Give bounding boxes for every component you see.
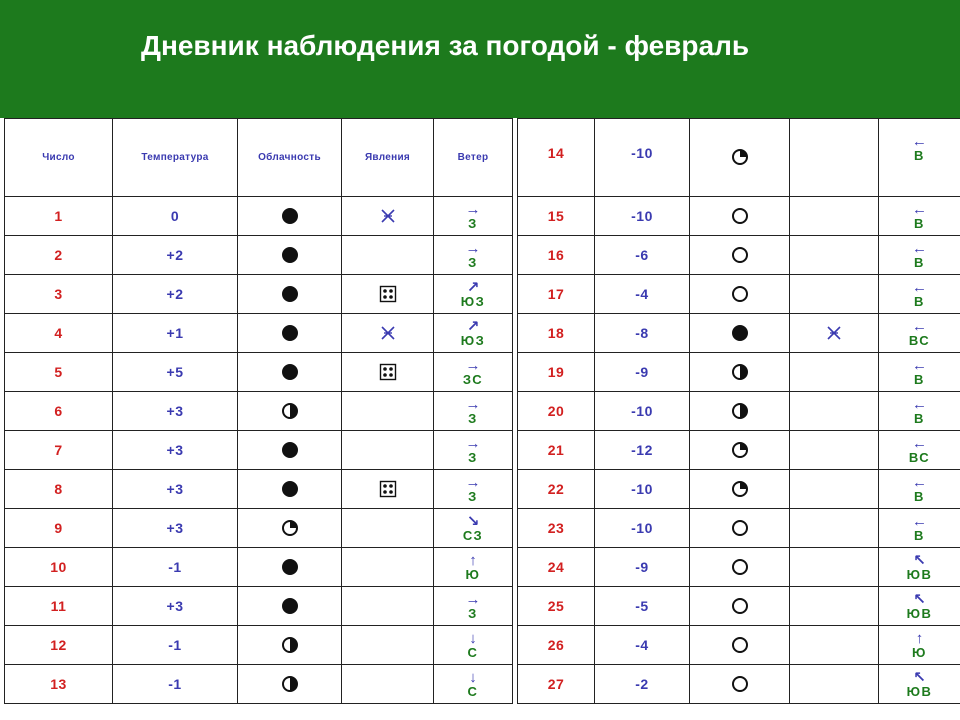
day-cell: 11 — [5, 587, 113, 626]
phenomena-cell — [342, 665, 434, 704]
cloud-full-icon — [282, 598, 298, 614]
table-row — [518, 275, 960, 314]
rain-icon — [379, 285, 397, 303]
cloud-half-icon — [282, 403, 298, 419]
temperature-cell: -2 — [595, 665, 690, 704]
cloud-full-icon — [282, 481, 298, 497]
day-cell: 14 — [547, 145, 565, 161]
wind-cell — [434, 587, 513, 626]
cloudiness-cell — [690, 587, 790, 626]
day-cell: 21 — [518, 431, 595, 470]
table-row — [518, 392, 960, 431]
cloudiness-cell — [238, 470, 342, 509]
phenomena-cell — [342, 431, 434, 470]
table-row — [5, 431, 513, 470]
wind-direction-label: ЮЗ — [460, 333, 486, 348]
day-cell: 19 — [518, 353, 595, 392]
day-cell: 15 — [518, 197, 595, 236]
temperature-cell: -8 — [595, 314, 690, 353]
phenomena-cell — [790, 431, 879, 470]
wind-arrow-up-left-icon: ↖ — [913, 669, 926, 686]
header-wind-right — [879, 119, 960, 197]
diary-table-right — [517, 118, 960, 704]
phenomena-cell — [342, 470, 434, 509]
phenomena-cell — [790, 197, 879, 236]
wind-arrow-down-right-icon: ↘ — [466, 513, 480, 530]
table-row — [5, 392, 513, 431]
wind-cell — [879, 197, 960, 236]
cloudiness-cell — [690, 275, 790, 314]
temperature-cell: +3 — [113, 509, 238, 548]
cloud-empty-icon — [732, 637, 748, 653]
wind-direction-label: Ю — [912, 645, 927, 660]
temperature-cell: -10 — [595, 509, 690, 548]
snow-icon — [379, 324, 397, 342]
diary-table-left — [4, 118, 513, 704]
day-cell: 24 — [518, 548, 595, 587]
day-cell: 18 — [518, 314, 595, 353]
wind-direction-label: СЗ — [462, 528, 484, 543]
table-row — [5, 665, 513, 704]
temperature-cell: +2 — [113, 236, 238, 275]
header-temperature: Температура — [113, 119, 238, 197]
temperature-cell: +5 — [113, 353, 238, 392]
day-cell: 16 — [518, 236, 595, 275]
wind-arrow-left-icon: ← — [912, 513, 927, 530]
temperature-cell: +3 — [113, 587, 238, 626]
phenomena-cell — [790, 548, 879, 587]
cloudiness-cell — [690, 314, 790, 353]
wind-cell — [879, 509, 960, 548]
header-row-right — [518, 119, 960, 197]
wind-cell — [879, 353, 960, 392]
snow-icon — [825, 324, 843, 342]
wind-arrow-right-icon: → — [465, 591, 481, 608]
day-cell: 22 — [518, 470, 595, 509]
table-row — [518, 587, 960, 626]
table-row — [5, 314, 513, 353]
table-row — [518, 353, 960, 392]
temperature-cell: -10 — [595, 197, 690, 236]
cloudiness-cell — [690, 392, 790, 431]
cloudiness-cell — [238, 275, 342, 314]
cloud-half-icon — [732, 403, 748, 419]
cloud-quarter-icon — [732, 149, 748, 165]
temperature-cell: -12 — [595, 431, 690, 470]
cloud-quarter-icon — [282, 520, 298, 536]
cloudiness-cell — [690, 509, 790, 548]
phenomena-cell — [790, 509, 879, 548]
header-day-right — [518, 119, 595, 197]
cloudiness-cell — [690, 236, 790, 275]
wind-cell — [434, 392, 513, 431]
table-row — [518, 431, 960, 470]
wind-arrow-right-icon: → — [465, 474, 481, 491]
cloud-half-icon — [282, 637, 298, 653]
table-row — [5, 470, 513, 509]
wind-arrow-left-icon: ← — [912, 474, 927, 491]
wind-arrow-left-icon: ← — [912, 279, 927, 296]
wind-direction-label: ВС — [908, 333, 931, 348]
wind-direction-label: В — [914, 489, 925, 504]
header-phenomena-right — [790, 119, 879, 197]
phenomena-cell — [342, 314, 434, 353]
phenomena-cell — [342, 626, 434, 665]
rain-icon — [379, 363, 397, 381]
wind-cell — [879, 236, 960, 275]
header-phenomena: Явления — [342, 119, 434, 197]
temperature-cell: -9 — [595, 548, 690, 587]
cloudiness-cell — [238, 665, 342, 704]
cloud-full-icon — [732, 325, 748, 341]
day-cell: 23 — [518, 509, 595, 548]
day-cell: 7 — [5, 431, 113, 470]
wind-direction-label: С — [467, 645, 479, 660]
cloudiness-cell — [238, 431, 342, 470]
wind-direction-label: З — [468, 255, 478, 270]
cloud-empty-icon — [732, 676, 748, 692]
wind-cell — [434, 548, 513, 587]
day-cell: 9 — [5, 509, 113, 548]
wind-direction-label: ВС — [908, 450, 931, 465]
day-cell: 12 — [5, 626, 113, 665]
phenomena-cell — [342, 587, 434, 626]
phenomena-cell — [790, 275, 879, 314]
cloud-full-icon — [282, 247, 298, 263]
wind-cell — [879, 665, 960, 704]
temperature-cell: -1 — [113, 626, 238, 665]
wind-cell — [434, 197, 513, 236]
snow-icon — [379, 207, 397, 225]
table-row — [5, 587, 513, 626]
temperature-cell: +3 — [113, 431, 238, 470]
day-cell: 20 — [518, 392, 595, 431]
header-cloudiness: Облачность — [238, 119, 342, 197]
table-row — [518, 197, 960, 236]
cloud-empty-icon — [732, 247, 748, 263]
cloudiness-cell — [238, 314, 342, 353]
table-row — [5, 275, 513, 314]
day-cell: 26 — [518, 626, 595, 665]
temperature-cell: 0 — [113, 197, 238, 236]
wind-cell — [879, 626, 960, 665]
cloudiness-cell — [238, 626, 342, 665]
table-row — [5, 509, 513, 548]
wind-direction-label: З — [468, 606, 478, 621]
cloud-full-icon — [282, 364, 298, 380]
wind-direction-label: В — [914, 216, 925, 231]
wind-direction-label: З — [468, 216, 478, 231]
header-day: Число — [5, 119, 113, 197]
wind-direction-label: ЮВ — [906, 684, 933, 699]
wind-direction-label: ЮВ — [906, 606, 933, 621]
phenomena-cell — [342, 197, 434, 236]
day-cell: 17 — [518, 275, 595, 314]
wind-arrow-up-left-icon: ↖ — [913, 552, 926, 569]
table-row — [5, 626, 513, 665]
wind-cell — [434, 236, 513, 275]
temperature-cell: -10 — [595, 392, 690, 431]
wind-cell — [434, 470, 513, 509]
cloud-quarter-icon — [732, 481, 748, 497]
table-row — [5, 548, 513, 587]
phenomena-cell — [790, 665, 879, 704]
wind-direction-label: В — [914, 411, 925, 426]
wind-cell — [879, 548, 960, 587]
day-cell: 8 — [5, 470, 113, 509]
wind-arrow-right-icon: → — [465, 201, 481, 218]
phenomena-cell — [342, 509, 434, 548]
phenomena-cell — [790, 626, 879, 665]
wind-arrow-up-right-icon: ↗ — [466, 318, 480, 335]
cloud-empty-icon — [732, 598, 748, 614]
table-row — [518, 626, 960, 665]
header-cloudiness-right — [690, 119, 790, 197]
cloud-full-icon — [282, 208, 298, 224]
weather-diary — [4, 118, 960, 720]
title-banner — [0, 0, 960, 118]
wind-arrow-left-icon: ← — [912, 240, 927, 257]
wind-direction-label: З — [468, 489, 478, 504]
wind-direction-label: С — [467, 684, 479, 699]
cloudiness-cell — [238, 587, 342, 626]
wind-cell — [434, 431, 513, 470]
header-temperature-right — [595, 119, 690, 197]
cloud-full-icon — [282, 559, 298, 575]
cloud-half-icon — [732, 364, 748, 380]
temperature-cell: +3 — [113, 392, 238, 431]
cloud-quarter-icon — [732, 442, 748, 458]
wind-cell — [434, 509, 513, 548]
temperature-cell: +3 — [113, 470, 238, 509]
wind-direction-label: В — [914, 255, 925, 270]
wind-direction-label: В — [914, 528, 925, 543]
wind-cell — [879, 275, 960, 314]
temperature-cell: -10 — [631, 145, 653, 161]
wind-direction-label: ЮВ — [906, 567, 933, 582]
cloud-empty-icon — [732, 559, 748, 575]
wind-cell — [879, 470, 960, 509]
wind-arrow-left-icon: ← — [912, 357, 927, 374]
cloud-full-icon — [282, 286, 298, 302]
cloudiness-cell — [238, 548, 342, 587]
temperature-cell: +2 — [113, 275, 238, 314]
wind-cell — [879, 587, 960, 626]
cloud-empty-icon — [732, 286, 748, 302]
cloud-half-icon — [282, 676, 298, 692]
wind-cell — [434, 314, 513, 353]
cloudiness-cell — [690, 665, 790, 704]
wind-cell — [434, 626, 513, 665]
wind-cell — [879, 431, 960, 470]
temperature-cell: -1 — [113, 548, 238, 587]
wind-direction-label: В — [914, 372, 925, 387]
cloudiness-cell — [690, 353, 790, 392]
cloudiness-cell — [238, 197, 342, 236]
first-row-content — [518, 145, 594, 161]
temperature-cell: +1 — [113, 314, 238, 353]
wind-cell — [434, 275, 513, 314]
day-cell: 6 — [5, 392, 113, 431]
phenomena-cell — [342, 353, 434, 392]
cloudiness-cell — [690, 626, 790, 665]
cloud-empty-icon — [732, 208, 748, 224]
phenomena-cell — [342, 275, 434, 314]
table-row — [518, 314, 960, 353]
wind-cell — [434, 665, 513, 704]
cloudiness-cell — [238, 353, 342, 392]
wind-cell — [879, 314, 960, 353]
first-row-content — [595, 145, 689, 161]
table-row — [5, 197, 513, 236]
wind-arrow-up-left-icon: ↖ — [913, 591, 926, 608]
temperature-cell: -9 — [595, 353, 690, 392]
table-row — [518, 548, 960, 587]
cloudiness-cell — [238, 392, 342, 431]
cloudiness-cell — [690, 431, 790, 470]
wind-arrow-up-icon: ↑ — [915, 630, 924, 647]
phenomena-cell — [790, 392, 879, 431]
day-cell: 27 — [518, 665, 595, 704]
header-wind: Ветер — [434, 119, 513, 197]
wind-arrow-right-icon: → — [465, 240, 481, 257]
cloudiness-cell — [690, 197, 790, 236]
wind-arrow-up-right-icon: ↗ — [466, 279, 480, 296]
wind-cell — [879, 392, 960, 431]
wind-arrow-up-icon: ↑ — [469, 552, 477, 569]
day-cell: 25 — [518, 587, 595, 626]
table-row — [5, 236, 513, 275]
wind-direction-label: ЗС — [462, 372, 484, 387]
phenomena-cell — [790, 470, 879, 509]
wind-arrow-left-icon: ← — [912, 318, 927, 335]
day-cell: 1 — [5, 197, 113, 236]
table-row — [518, 470, 960, 509]
rain-icon — [379, 480, 397, 498]
cloudiness-cell — [690, 548, 790, 587]
wind-arrow-left-icon: ← — [912, 435, 927, 452]
wind-arrow-left-icon: ← — [912, 201, 927, 218]
wind-arrow-left-icon: ← — [912, 396, 927, 413]
table-row — [5, 353, 513, 392]
day-cell: 3 — [5, 275, 113, 314]
temperature-cell: -5 — [595, 587, 690, 626]
wind-direction-label: З — [468, 450, 478, 465]
wind-direction-label: В — [914, 148, 925, 163]
wind-arrow-down-icon: ↓ — [469, 669, 477, 686]
wind-cell — [434, 353, 513, 392]
table-row — [518, 236, 960, 275]
day-cell: 2 — [5, 236, 113, 275]
wind-arrow-right-icon: → — [465, 435, 481, 452]
phenomena-cell — [790, 236, 879, 275]
cloudiness-cell — [238, 236, 342, 275]
wind-arrow-left-icon: ← — [911, 133, 928, 150]
page-title: Дневник наблюдения за погодой - февраль — [141, 30, 750, 61]
temperature-cell: -4 — [595, 626, 690, 665]
temperature-cell: -10 — [595, 470, 690, 509]
wind-arrow-right-icon: → — [465, 396, 481, 413]
first-row-content — [690, 149, 789, 165]
wind-arrow-right-icon: → — [465, 357, 481, 374]
wind-direction-label: Ю — [465, 567, 481, 582]
cloudiness-cell — [690, 470, 790, 509]
day-cell: 5 — [5, 353, 113, 392]
table-row — [518, 509, 960, 548]
wind-direction-label: З — [468, 411, 478, 426]
phenomena-cell — [790, 353, 879, 392]
day-cell: 13 — [5, 665, 113, 704]
first-row-content — [879, 133, 960, 163]
header-row — [5, 119, 513, 197]
day-cell: 10 — [5, 548, 113, 587]
phenomena-cell — [342, 236, 434, 275]
temperature-cell: -4 — [595, 275, 690, 314]
cloudiness-cell — [238, 509, 342, 548]
cloud-full-icon — [282, 325, 298, 341]
cloud-full-icon — [282, 442, 298, 458]
wind-direction-label: ЮЗ — [460, 294, 486, 309]
wind-arrow-down-icon: ↓ — [469, 630, 477, 647]
day-cell: 4 — [5, 314, 113, 353]
temperature-cell: -1 — [113, 665, 238, 704]
temperature-cell: -6 — [595, 236, 690, 275]
phenomena-cell — [342, 548, 434, 587]
phenomena-cell — [790, 587, 879, 626]
phenomena-cell — [790, 314, 879, 353]
phenomena-cell — [342, 392, 434, 431]
wind-direction-label: В — [914, 294, 925, 309]
cloud-empty-icon — [732, 520, 748, 536]
table-row — [518, 665, 960, 704]
